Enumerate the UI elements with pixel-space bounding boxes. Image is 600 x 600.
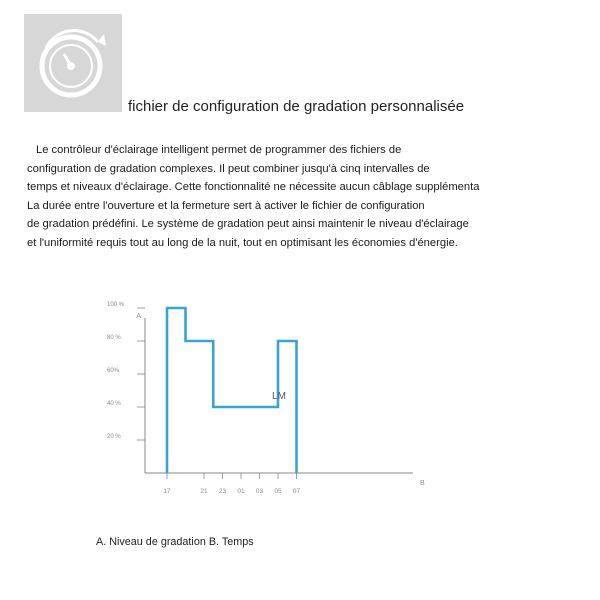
y-axis-label: A bbox=[136, 313, 141, 320]
x-tick-label: 05 bbox=[274, 488, 282, 495]
description-paragraph bbox=[27, 141, 600, 253]
x-tick-label: 03 bbox=[255, 488, 264, 495]
lm-annotation: LM bbox=[272, 391, 286, 402]
paragraph-line: de gradation prédéfini. Le système de gradation peut ainsi maintenir le niveau d'éclairage bbox=[27, 218, 469, 231]
page-title: fichier de configuration de gradation personnalisée bbox=[128, 98, 465, 115]
y-tick-label: 20 % bbox=[107, 434, 121, 440]
y-tick-label: 100 % bbox=[107, 302, 125, 308]
dimming-chart bbox=[95, 300, 455, 500]
x-tick-label: 17 bbox=[163, 488, 171, 495]
paragraph-line: et l'uniformité requis tout au long de la nuit, tout en optimisant les économies d'énergie. bbox=[27, 236, 458, 249]
y-tick-label: 60% bbox=[107, 368, 120, 374]
paragraph-line: configuration de gradation complexes. Il peut combiner jusqu'à cinq intervalles de bbox=[27, 162, 430, 175]
y-tick-label: 80 % bbox=[107, 335, 121, 341]
x-tick-label: 07 bbox=[292, 488, 301, 495]
chart-caption: A. Niveau de gradation B. Temps bbox=[96, 536, 254, 548]
x-tick-label: 23 bbox=[218, 488, 227, 495]
paragraph-line: Le contrôleur d'éclairage intelligent permet de programmer des fichiers de bbox=[36, 144, 402, 156]
dimming-dial-icon bbox=[24, 14, 122, 112]
x-tick-label: 21 bbox=[200, 488, 208, 495]
x-axis-label: B bbox=[420, 480, 425, 487]
dial-graphic bbox=[24, 14, 122, 112]
paragraph-line: temps et niveaux d'éclairage. Cette fonctionnalité ne nécessite aucun câblage supplémenta bbox=[27, 181, 480, 194]
paragraph-line: La durée entre l'ouverture et la fermeture sert à activer le fichier de configuration bbox=[27, 199, 425, 212]
x-tick-label: 01 bbox=[237, 488, 245, 495]
y-tick-label: 40 % bbox=[107, 401, 121, 407]
